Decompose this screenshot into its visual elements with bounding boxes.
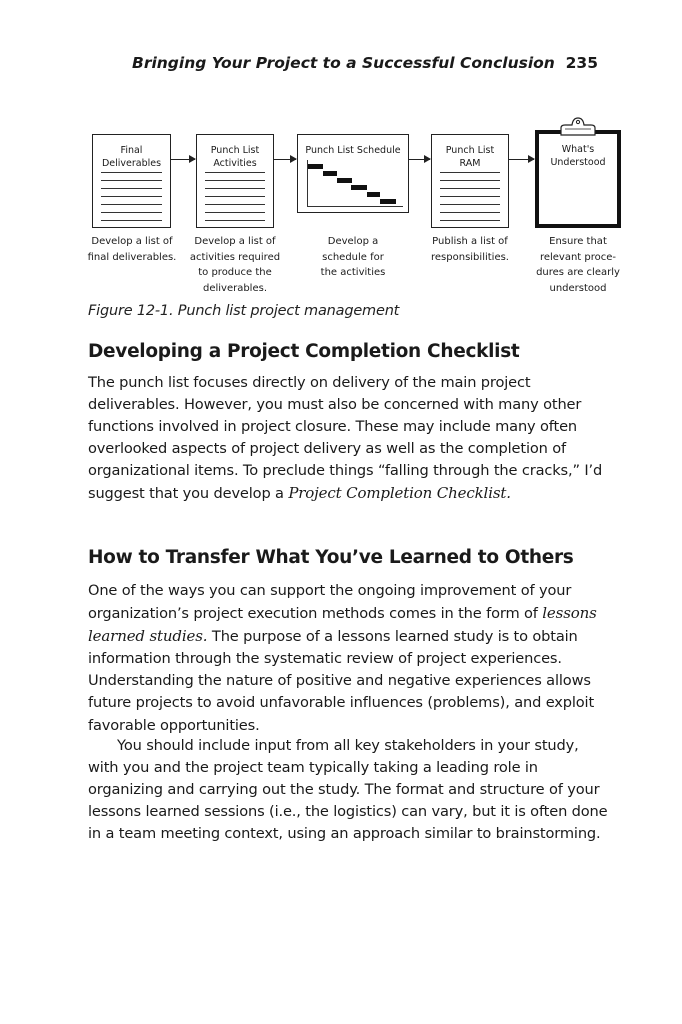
emphasis-text: lessons learned studies. bbox=[88, 604, 597, 646]
running-head-title: Bringing Your Project to a Successful Conclusion bbox=[132, 54, 555, 72]
figure-box-punch-list-activities bbox=[196, 134, 274, 228]
arrow-right-icon bbox=[171, 159, 195, 160]
figure-box-title: Punch List RAM bbox=[445, 145, 495, 169]
arrow-right-icon bbox=[409, 159, 430, 160]
figure-box-caption: Develop a schedule for the activities bbox=[320, 236, 386, 278]
arrow-right-icon bbox=[274, 159, 296, 160]
paragraph-text: The purpose of a lessons learned study is to obtain information through the systematic review of project experiences. Understanding the nature of positive and negative experiences allows future projects to avoid unfavorable influences (problems), and exploit favorable opportunities. bbox=[88, 628, 595, 734]
paragraph-stakeholders: You should include input from all key stakeholders in your study, with you and the project team typically taking a leading role in organizing and carrying out the study. The format and structure of your lessons learned sessions (i.e., the logistics) can vary, but it is often done in a team meeting context, using an approach similar to brainstorming. bbox=[88, 737, 608, 843]
figure-box-title: Punch List Schedule bbox=[305, 145, 401, 156]
page-number: 235 bbox=[565, 54, 598, 72]
figure-box-punch-list-schedule bbox=[297, 134, 409, 213]
figure-caption: Figure 12-1. Punch list project management bbox=[88, 303, 400, 319]
paragraph-completion-checklist bbox=[88, 372, 608, 506]
figure-box-whats-understood bbox=[535, 130, 621, 228]
list-lines bbox=[205, 172, 265, 228]
clipboard-clip-icon bbox=[557, 116, 599, 136]
running-head bbox=[132, 54, 598, 76]
list-lines bbox=[440, 172, 500, 228]
figure-box-final-deliverables bbox=[92, 134, 171, 228]
paragraph-text: One of the ways you can support the ongoing improvement of your organization’s project execution methods comes in the form of bbox=[88, 582, 572, 623]
paragraph-text: The punch list focuses directly on delivery of the main project deliverables. However, you must also be concerned with many other functions involved in project closure. These may include many often overlooked aspects of project delivery as well as the completion of organizational items. To preclude things “falling through the cracks,” I’d suggest that you develop a bbox=[88, 374, 603, 503]
figure-box-caption: Develop a list of final deliverables. bbox=[87, 236, 177, 263]
arrow-right-icon bbox=[509, 159, 534, 160]
figure-box-caption: Publish a list of responsibilities. bbox=[431, 236, 509, 263]
list-lines bbox=[101, 172, 162, 228]
paragraph-lessons-learned bbox=[88, 580, 608, 737]
section-heading-transfer-learning: How to Transfer What You’ve Learned to Others bbox=[88, 547, 574, 568]
figure-box-title: Punch List Activities bbox=[210, 145, 260, 169]
figure-box-caption: Ensure that relevant proce- dures are clearly understood bbox=[536, 236, 620, 294]
section-heading-completion-checklist: Developing a Project Completion Checklist bbox=[88, 341, 520, 362]
figure-box-caption: Develop a list of activities required to produce the deliverables. bbox=[189, 236, 281, 294]
figure-box-title: Final Deliverables bbox=[101, 145, 162, 169]
figure-box-title: What's Understood bbox=[550, 144, 606, 168]
punch-list-figure bbox=[84, 128, 629, 303]
emphasis-text: Project Completion Checklist. bbox=[288, 484, 511, 503]
figure-box-punch-list-ram bbox=[431, 134, 509, 228]
